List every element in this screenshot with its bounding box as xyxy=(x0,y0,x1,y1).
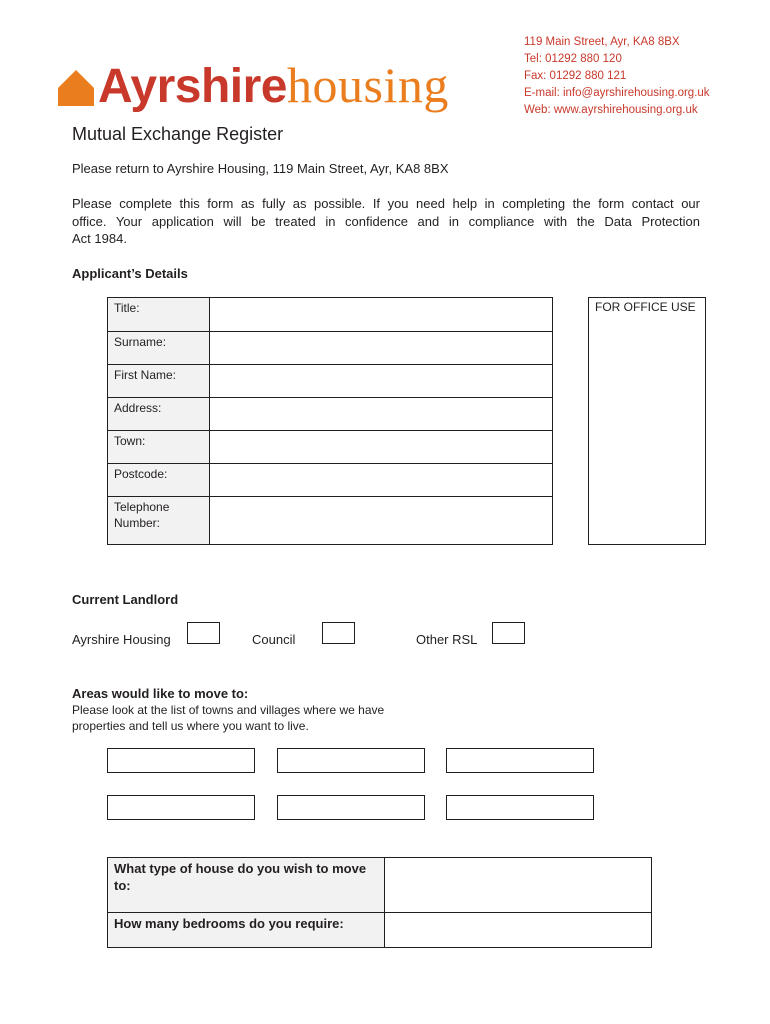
field-label: Postcode: xyxy=(108,464,210,497)
area-input-6[interactable] xyxy=(446,795,594,820)
field-row-town xyxy=(108,430,552,464)
field-label: First Name: xyxy=(108,365,210,398)
address-field[interactable] xyxy=(211,398,552,431)
area-input-5[interactable] xyxy=(277,795,425,820)
landlord-heading: Current Landlord xyxy=(72,592,179,607)
field-row-telephone xyxy=(108,496,552,544)
return-address: Ayrshire Housing, 119 Main Street, Ayr, KA8 8BX xyxy=(166,161,449,176)
field-label: Title: xyxy=(108,298,210,331)
field-label: Address: xyxy=(108,398,210,431)
areas-desc-line-1: Please look at the list of towns and villages where we have xyxy=(72,703,385,717)
contact-email: E-mail: info@ayrshirehousing.org.uk xyxy=(524,87,710,99)
landlord-option-label: Ayrshire Housing xyxy=(72,632,171,647)
intro-paragraph xyxy=(72,195,700,248)
areas-description xyxy=(72,702,384,734)
field-row-address xyxy=(108,397,552,431)
field-row-postcode xyxy=(108,463,552,497)
intro-line-2: office. Your application will be treated in confidence and in compliance with the Data Protection xyxy=(72,213,700,229)
surname-field[interactable] xyxy=(211,332,552,365)
ayrshire-housing-checkbox[interactable] xyxy=(187,622,220,644)
logo xyxy=(98,57,449,113)
logo-part2: housing xyxy=(286,57,449,113)
bedrooms-field[interactable] xyxy=(386,913,651,947)
applicant-table xyxy=(107,297,553,545)
area-input-3[interactable] xyxy=(446,748,594,773)
landlord-option-label: Council xyxy=(252,632,296,647)
house-type-field[interactable] xyxy=(386,858,651,912)
bedrooms-label: How many bedrooms do you require: xyxy=(108,913,385,947)
first-name-field[interactable] xyxy=(211,365,552,398)
other-rsl-checkbox[interactable] xyxy=(492,622,525,644)
telephone-field[interactable] xyxy=(211,497,552,544)
field-row-first-name xyxy=(108,364,552,398)
intro-line-3: Act 1984. xyxy=(72,231,127,246)
contact-web: Web: www.ayrshirehousing.org.uk xyxy=(524,104,698,116)
field-label: Telephone Number: xyxy=(108,497,210,544)
contact-fax: Fax: 01292 880 121 xyxy=(524,70,627,82)
area-input-1[interactable] xyxy=(107,748,255,773)
house-requirements-table xyxy=(107,857,652,948)
council-checkbox[interactable] xyxy=(322,622,355,644)
areas-desc-line-2: properties and tell us where you want to live. xyxy=(72,719,309,733)
logo-part1: Ayrshire xyxy=(98,60,287,113)
field-label: Town: xyxy=(108,431,210,464)
field-row-surname xyxy=(108,331,552,365)
areas-heading: Areas would like to move to: xyxy=(72,686,249,701)
landlord-option-label: Other RSL xyxy=(416,632,478,647)
bedrooms-row xyxy=(108,912,651,947)
contact-address: 119 Main Street, Ayr, KA8 8BX xyxy=(524,36,680,48)
house-type-label: What type of house do you wish to move to: xyxy=(108,858,385,912)
contact-tel: Tel: 01292 880 120 xyxy=(524,53,622,65)
field-row-title xyxy=(108,298,552,331)
intro-line-1: Please complete this form as fully as possible. If you need help in completing the form contact our xyxy=(72,196,700,211)
contact-block xyxy=(524,34,710,119)
applicant-heading: Applicant’s Details xyxy=(72,266,188,281)
title-field[interactable] xyxy=(211,298,552,331)
house-icon xyxy=(56,68,96,108)
area-input-2[interactable] xyxy=(277,748,425,773)
office-use-label: FOR OFFICE USE xyxy=(595,300,696,314)
return-prefix: Please return to xyxy=(72,161,167,176)
page-title: Mutual Exchange Register xyxy=(72,124,284,144)
office-use-box xyxy=(588,297,706,545)
house-type-row xyxy=(108,858,651,912)
field-label: Surname: xyxy=(108,332,210,365)
town-field[interactable] xyxy=(211,431,552,464)
postcode-field[interactable] xyxy=(211,464,552,497)
return-line xyxy=(72,160,449,178)
area-input-4[interactable] xyxy=(107,795,255,820)
